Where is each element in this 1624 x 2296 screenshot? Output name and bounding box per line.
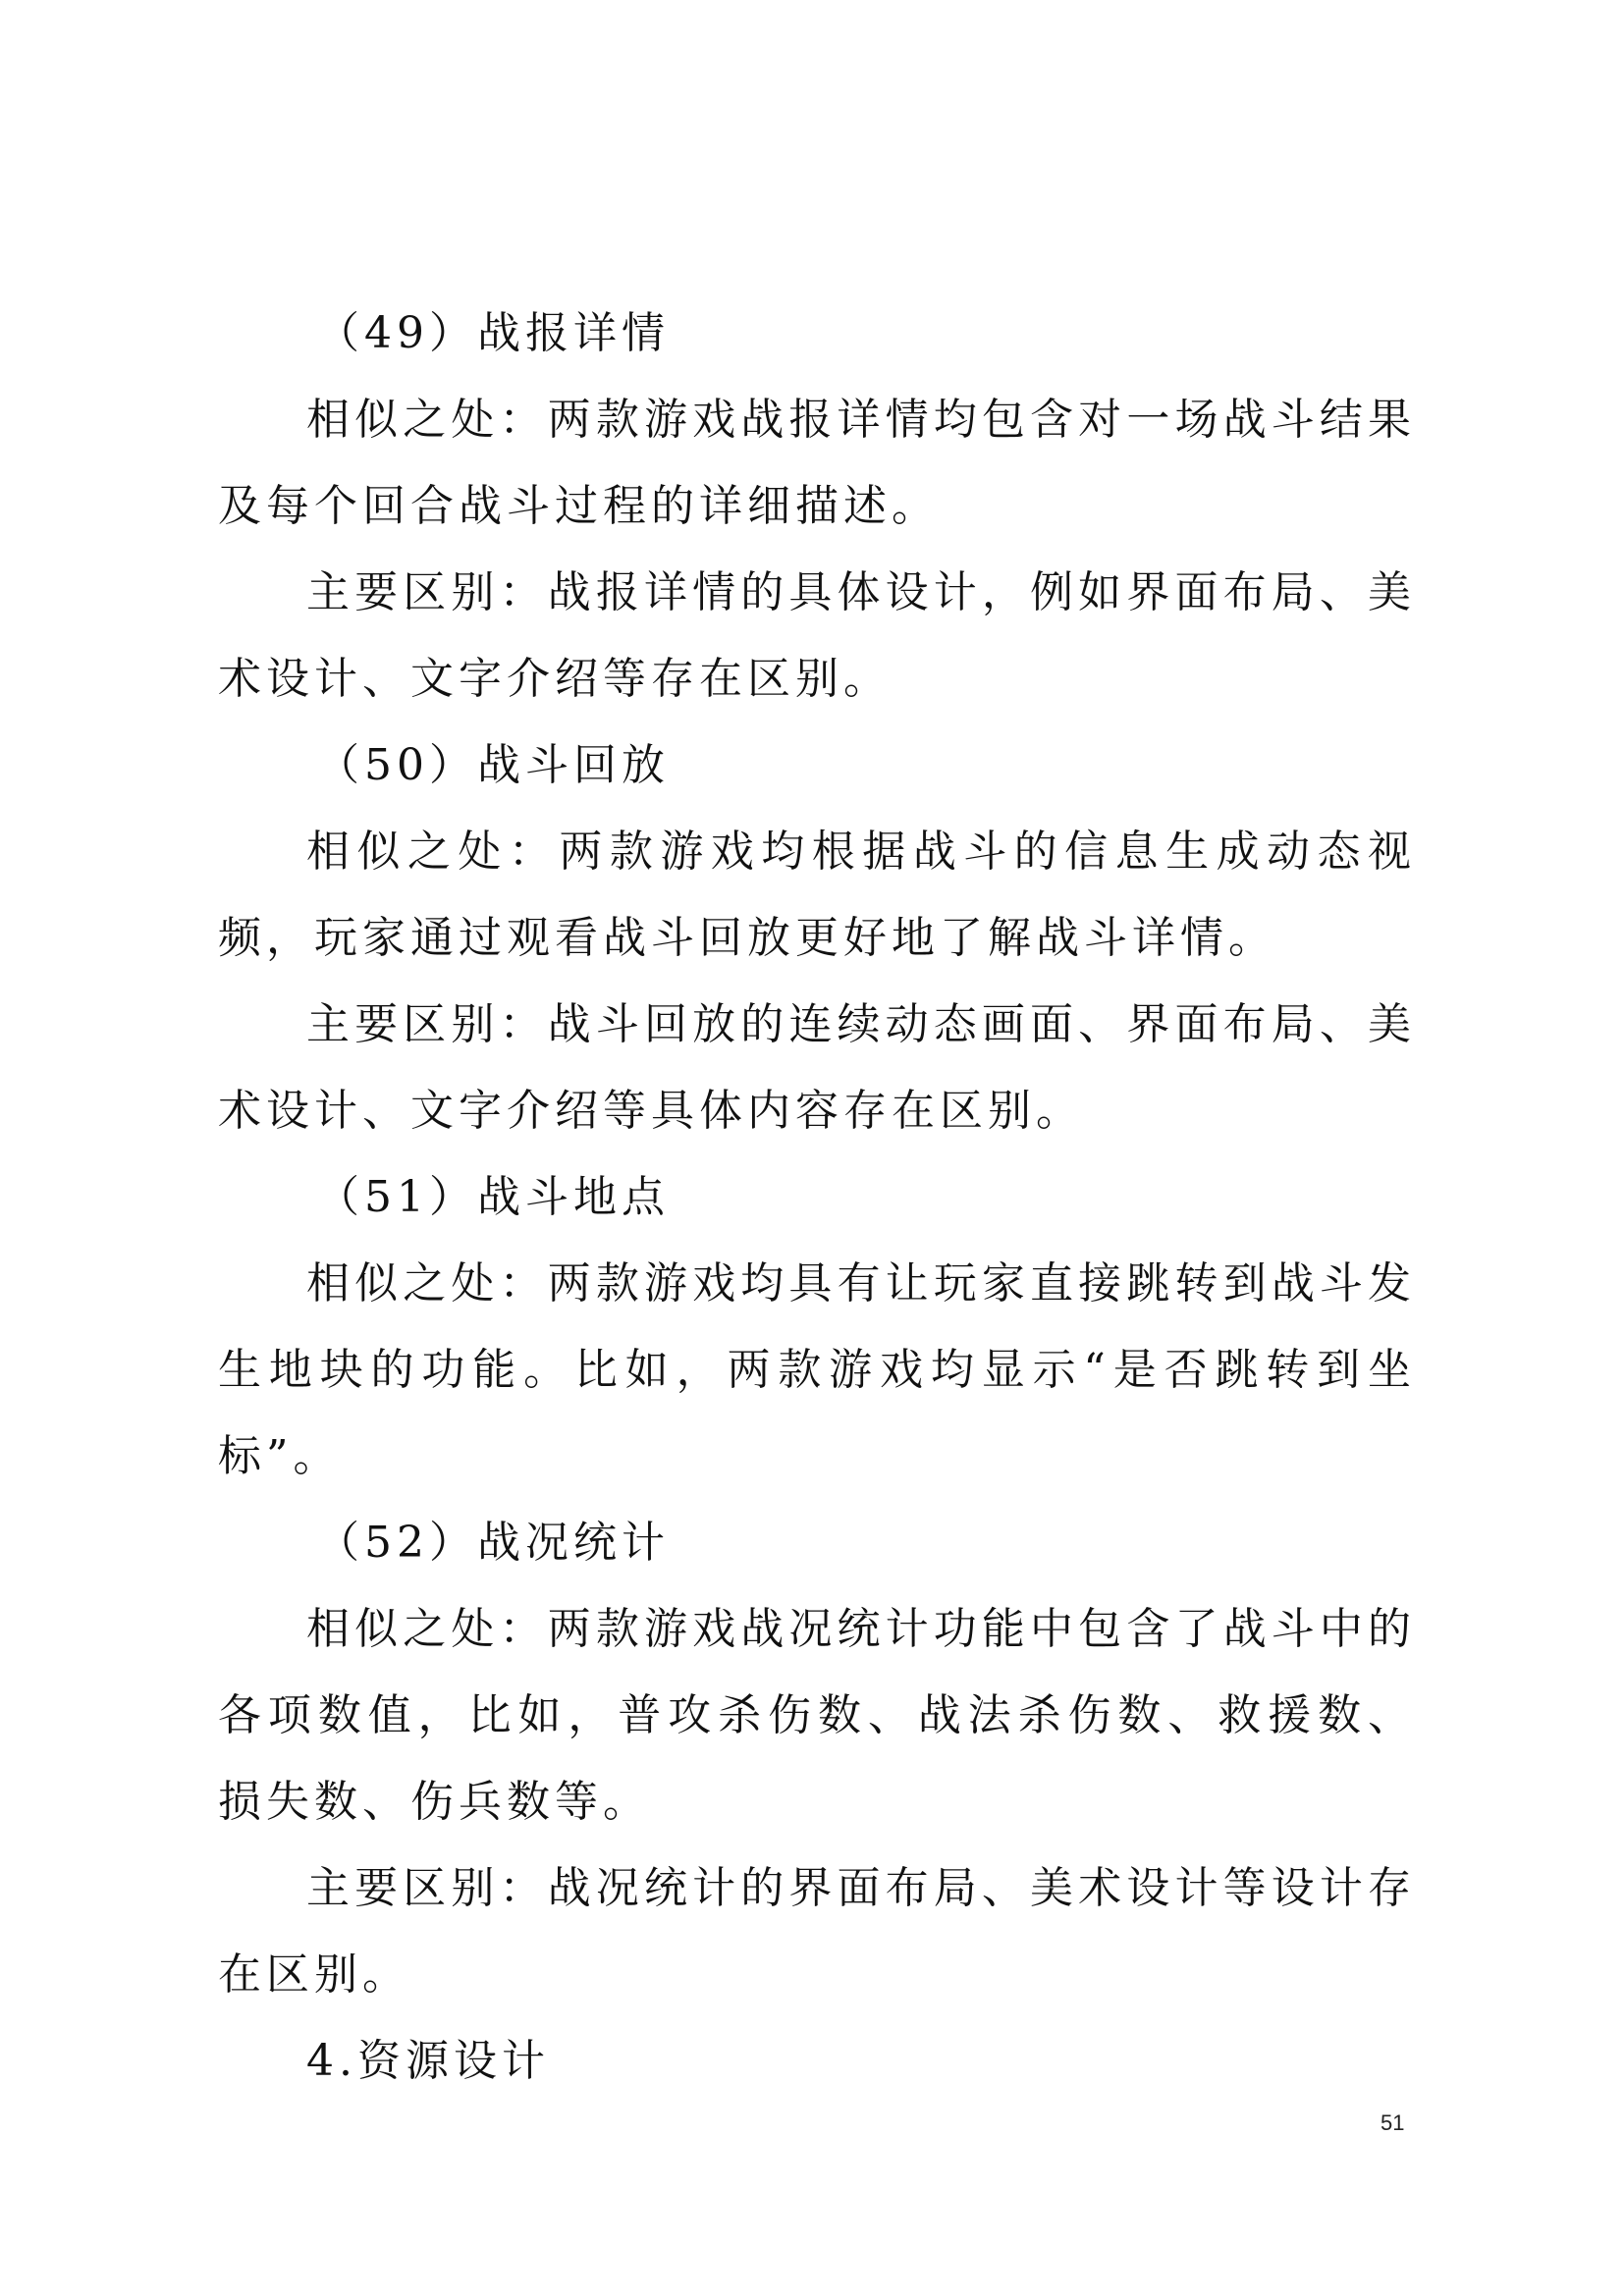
paragraph-50-similarity: 相似之处：两款游戏均根据战斗的信息生成动态视频，玩家通过观看战斗回放更好地了解战斗详情。 (218, 827, 1416, 963)
section-heading-49: （49）战报详情 (316, 308, 670, 358)
page-number: 51 (1380, 2110, 1405, 2135)
section-heading-52: （52）战况统计 (316, 1518, 670, 1568)
page-body (218, 291, 1416, 2105)
paragraph-52-difference: 主要区别：战况统计的界面布局、美术设计等设计存在区别。 (218, 1863, 1416, 2000)
section-heading-51: （51）战斗地点 (316, 1172, 670, 1222)
paragraph-51-similarity: 相似之处：两款游戏均具有让玩家直接跳转到战斗发生地块的功能。比如，两款游戏均显示“是否跳转到坐标”。 (218, 1258, 1416, 1481)
paragraph-50-difference: 主要区别：战斗回放的连续动态画面、界面布局、美术设计、文字介绍等具体内容存在区别。 (218, 999, 1416, 1136)
paragraph-52-similarity: 相似之处：两款游戏战况统计功能中包含了战斗中的各项数值，比如，普攻杀伤数、战法杀伤数、救援数、损失数、伤兵数等。 (218, 1604, 1416, 1827)
paragraph-49-similarity: 相似之处：两款游戏战报详情均包含对一场战斗结果及每个回合战斗过程的详细描述。 (218, 395, 1416, 531)
section-heading-50: （50）战斗回放 (316, 740, 670, 790)
paragraph-49-difference: 主要区别：战报详情的具体设计，例如界面布局、美术设计、文字介绍等存在区别。 (218, 567, 1416, 704)
section-heading-resource-design: 4.资源设计 (306, 2036, 550, 2086)
